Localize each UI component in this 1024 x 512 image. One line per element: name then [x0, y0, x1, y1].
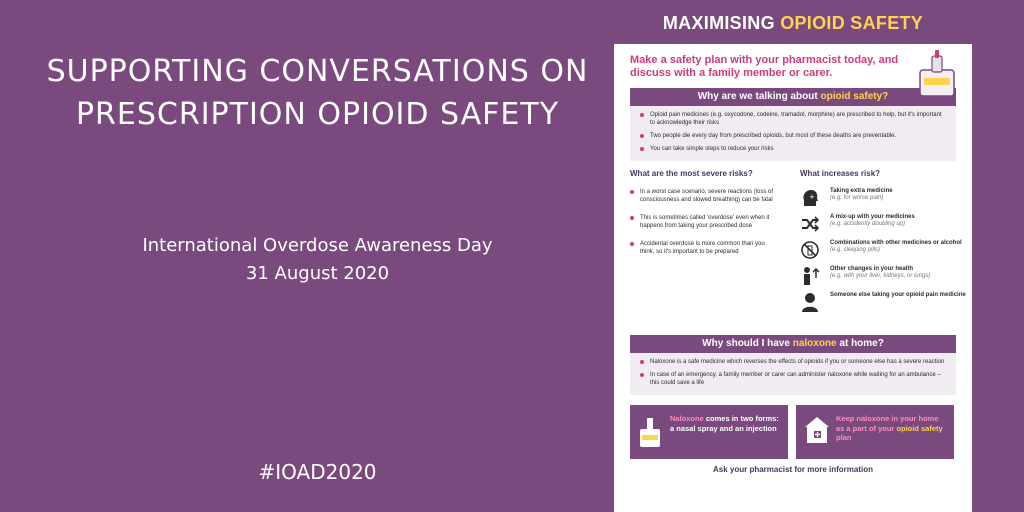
card-highlight: plan [836, 433, 852, 442]
risk-item [800, 292, 972, 318]
head-icon [800, 188, 820, 208]
risk-item [800, 240, 972, 266]
naloxone-heading-part: at home? [836, 338, 884, 349]
svg-text:+: + [809, 193, 815, 201]
poster-intro: Make a safety plan with your pharmacist today, and discuss with a family member or carer. [630, 54, 899, 79]
naloxone-heading-highlight: naloxone [792, 338, 837, 349]
event-info [40, 232, 595, 288]
risk-note: (e.g. for worse pain) [830, 195, 884, 201]
naloxone-cards [630, 405, 956, 457]
person-icon [800, 292, 820, 312]
poster-footer: Ask your pharmacist for more information [712, 465, 874, 474]
shuffle-icon [800, 214, 820, 234]
naloxone-heading-part: Why should I have [702, 338, 793, 349]
event-date: 31 August 2020 [245, 263, 390, 284]
risk-label: Someone else taking your opioid pain medicine [830, 292, 966, 298]
list-item: Two people die every day from prescribed opioids, but most of these deaths are preventable. [640, 132, 946, 140]
why-heading-part: Why are we talking about [697, 91, 821, 102]
poster-title [614, 0, 972, 44]
nasal-spray-icon [914, 48, 960, 100]
naloxone-forms-text [670, 414, 780, 433]
risk-item [800, 214, 972, 240]
naloxone-box [630, 353, 956, 395]
poster-title-highlight: OPIOID SAFETY [780, 13, 924, 33]
home-plan-card [796, 405, 954, 459]
list-item: In case of an emergency, a family member or carer can administer naloxone while waiting for an ambulance – this could save a life [640, 371, 946, 387]
list-item: You can take simple steps to reduce your risks [640, 145, 946, 153]
naloxone-forms-card [630, 405, 788, 459]
risk-label: Combinations with other medicines or alcohol [830, 240, 962, 246]
increase-risks [800, 169, 972, 318]
card-emphasis: opioid safety [896, 423, 943, 433]
risk-columns [630, 169, 966, 329]
nasal-spray-icon [638, 415, 662, 449]
risk-label: A mix-up with your medicines [830, 214, 915, 220]
severe-heading: What are the most severe risks? [630, 169, 753, 178]
card-highlight: Naloxone [670, 414, 704, 423]
event-name: International Overdose Awareness Day [142, 235, 493, 256]
why-heading-highlight: opioid safety? [820, 91, 889, 102]
home-icon [804, 415, 830, 445]
card-text: comes in two forms: a nasal spray and an injection [670, 414, 779, 433]
risk-item [800, 188, 972, 214]
headline: SUPPORTING CONVERSATIONS ON PRESCRIPTION OPIOID SAFETY [46, 54, 589, 132]
risk-note: (e.g. sleeping pills) [830, 247, 881, 253]
card-highlight: Keep naloxone in your home as a part of your [836, 414, 939, 433]
poster [614, 0, 972, 512]
hashtag: #IOAD2020 [258, 460, 377, 484]
risk-label: Other changes in your health [830, 266, 914, 272]
risk-label: Taking extra medicine [830, 188, 893, 194]
list-item: Opioid pain medicines (e.g. oxycodone, codeine, tramadol, morphine) are prescribed to help, but it's important to acknowledge their risks [640, 111, 946, 127]
list-item: In a worst case scenario, severe reactions (loss of consciousness and slowed breathing) can be fatal [630, 188, 780, 204]
no-alcohol-icon [800, 240, 820, 260]
poster-title-part: MAXIMISING [662, 13, 781, 33]
risk-note: (e.g. with your liver, kidneys, or lungs) [830, 273, 931, 279]
why-box [630, 106, 956, 161]
list-item: This is sometimes called 'overdose' even when it happens from taking your prescribed dose [630, 214, 780, 230]
severe-risks [630, 169, 780, 261]
increase-heading: What increases risk? [800, 169, 881, 178]
home-plan-text [836, 414, 946, 443]
naloxone-heading [630, 335, 956, 353]
why-heading [630, 88, 956, 106]
health-change-icon [800, 266, 820, 286]
risk-note: (e.g. accidently doubling up) [830, 221, 906, 227]
list-item: Accidental overdose is more common than you think, so it's important to be prepared [630, 240, 780, 256]
risk-item [800, 266, 972, 292]
list-item: Naloxone is a safe medicine which reverses the effects of opioids if you or someone else has a severe reaction [640, 358, 946, 366]
